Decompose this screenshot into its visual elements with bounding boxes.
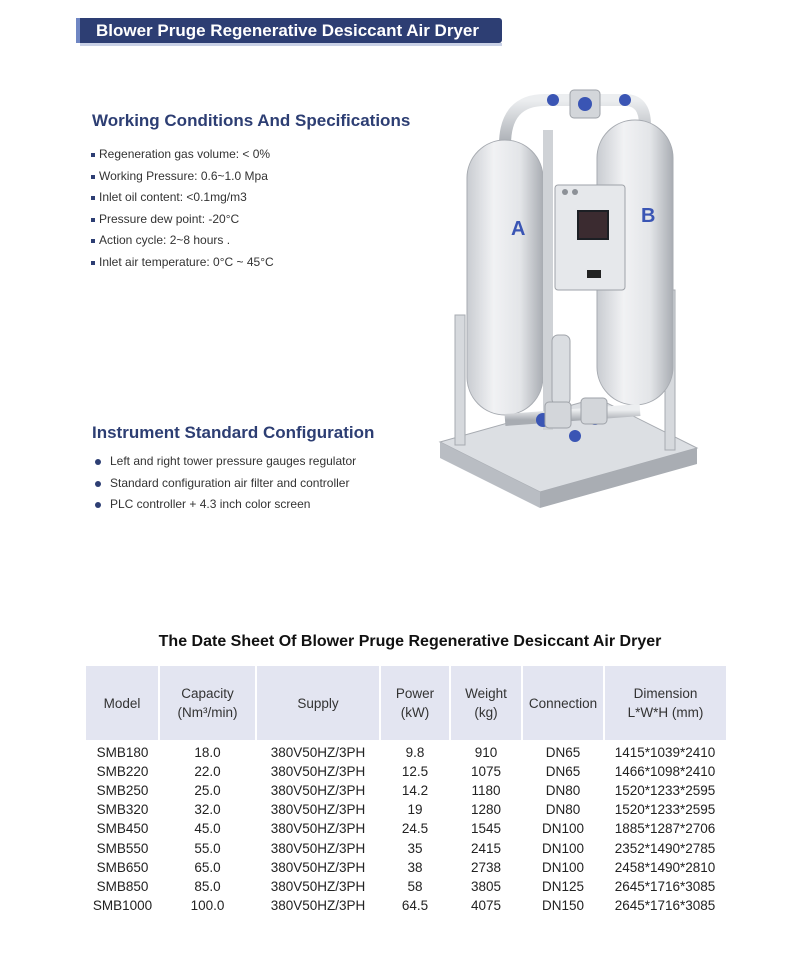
cell-connection: DN65 (545, 745, 581, 761)
config-item: Standard configuration air filter and controller (94, 473, 356, 495)
cell-capacity: 100.0 (190, 897, 225, 913)
cell-model: SMB1000 (92, 897, 153, 913)
header-supply: Supply (256, 666, 380, 740)
specs-list (90, 144, 274, 274)
config-title: Instrument Standard Configuration (92, 423, 375, 442)
cell-dimension: 2458*1490*2810 (614, 859, 716, 875)
cell-supply: 380V50HZ/3PH (270, 783, 366, 799)
cell-dimension: 2645*1716*3085 (614, 878, 716, 894)
cell-dimension: 1466*1098*2410 (614, 764, 716, 780)
cell-capacity: 22.0 (194, 764, 221, 780)
cell-dimension: 2352*1490*2785 (614, 840, 716, 856)
cell-dimension: 1415*1039*2410 (614, 745, 716, 761)
cell-power: 24.5 (401, 821, 429, 837)
spec-item: Working Pressure: 0.6~1.0 Mpa (90, 166, 274, 188)
spec-item: Inlet oil content: <0.1mg/m3 (90, 187, 274, 209)
cell-supply: 380V50HZ/3PH (270, 897, 366, 913)
specs-title: Working Conditions And Specifications (92, 111, 411, 130)
cell-connection: DN150 (541, 897, 585, 913)
config-list (94, 451, 356, 516)
cell-weight: 4075 (470, 897, 502, 913)
cell-dimension: 1520*1233*2595 (614, 802, 716, 818)
cell-weight: 1075 (470, 764, 502, 780)
cell-model: SMB320 (96, 802, 149, 818)
cell-model: SMB650 (96, 859, 149, 875)
cell-connection: DN80 (545, 783, 581, 799)
table-header-row (86, 666, 726, 740)
cell-connection: DN100 (541, 859, 585, 875)
cell-power: 58 (407, 878, 423, 894)
cell-power: 38 (407, 859, 423, 875)
cell-model: SMB180 (96, 745, 149, 761)
cell-model: SMB450 (96, 821, 149, 837)
cell-connection: DN65 (545, 764, 581, 780)
cell-model: SMB850 (96, 878, 149, 894)
tower-a-label: A (511, 218, 526, 240)
air-dryer-illustration (425, 80, 705, 520)
header-capacity: Capacity (Nm³/min) (159, 666, 256, 740)
cell-weight: 2738 (470, 859, 502, 875)
cell-supply: 380V50HZ/3PH (270, 878, 366, 894)
cell-weight: 1280 (470, 802, 502, 818)
data-sheet-table (86, 666, 726, 915)
spec-item: Regeneration gas volume: < 0% (90, 144, 274, 166)
cell-power: 12.5 (401, 764, 429, 780)
cell-power: 9.8 (405, 745, 425, 761)
cell-power: 14.2 (401, 783, 429, 799)
sheet-title: The Date Sheet Of Blower Pruge Regenerative Desiccant Air Dryer (158, 633, 662, 650)
cell-weight: 2415 (470, 840, 502, 856)
cell-weight: 1545 (470, 821, 502, 837)
cell-power: 35 (407, 840, 423, 856)
table-row (86, 838, 726, 857)
cell-supply: 380V50HZ/3PH (270, 840, 366, 856)
cell-connection: DN100 (541, 840, 585, 856)
table-row (86, 819, 726, 838)
header-dimension: Dimension L*W*H (mm) (604, 666, 726, 740)
table-row (86, 800, 726, 819)
cell-model: SMB220 (96, 764, 149, 780)
cell-power: 19 (407, 802, 423, 818)
cell-weight: 1180 (471, 783, 501, 799)
config-item: PLC controller + 4.3 inch color screen (94, 494, 356, 516)
cell-capacity: 85.0 (194, 878, 221, 894)
cell-capacity: 55.0 (194, 840, 221, 856)
config-item: Left and right tower pressure gauges regulator (94, 451, 356, 473)
header-model: Model (86, 666, 159, 740)
table-row (86, 762, 726, 781)
header-connection: Connection (522, 666, 604, 740)
spec-item: Inlet air temperature: 0°C ~ 45°C (90, 252, 274, 274)
header-weight: Weight (kg) (450, 666, 522, 740)
table-row (86, 877, 726, 896)
cell-capacity: 25.0 (194, 783, 221, 799)
header-power: Power (kW) (380, 666, 450, 740)
cell-dimension: 1520*1233*2595 (614, 783, 716, 799)
spec-item: Action cycle: 2~8 hours . (90, 230, 274, 252)
cell-model: SMB250 (96, 783, 149, 799)
cell-supply: 380V50HZ/3PH (270, 821, 366, 837)
cell-connection: DN125 (541, 878, 585, 894)
cell-connection: DN100 (541, 821, 585, 837)
cell-weight: 3805 (470, 878, 502, 894)
title-banner (80, 18, 502, 43)
cell-weight: 910 (474, 745, 498, 761)
table-row (86, 781, 726, 800)
cell-supply: 380V50HZ/3PH (270, 745, 366, 761)
cell-dimension: 2645*1716*3085 (614, 897, 716, 913)
page-title: Blower Pruge Regenerative Desiccant Air Dryer (96, 21, 479, 40)
cell-supply: 380V50HZ/3PH (270, 859, 366, 875)
cell-capacity: 45.0 (194, 821, 221, 837)
cell-connection: DN80 (545, 802, 581, 818)
table-row (86, 858, 726, 877)
tower-b-label: B (641, 205, 656, 227)
cell-capacity: 65.0 (194, 859, 221, 875)
cell-capacity: 32.0 (194, 802, 221, 818)
cell-model: SMB550 (96, 840, 149, 856)
cell-power: 64.5 (401, 897, 429, 913)
cell-supply: 380V50HZ/3PH (270, 764, 366, 780)
spec-item: Pressure dew point: -20°C (90, 209, 274, 231)
cell-capacity: 18.0 (194, 745, 221, 761)
table-row (86, 743, 726, 762)
cell-supply: 380V50HZ/3PH (270, 802, 366, 818)
cell-dimension: 1885*1287*2706 (614, 821, 716, 837)
title-underline (80, 43, 502, 46)
table-row (86, 896, 726, 915)
